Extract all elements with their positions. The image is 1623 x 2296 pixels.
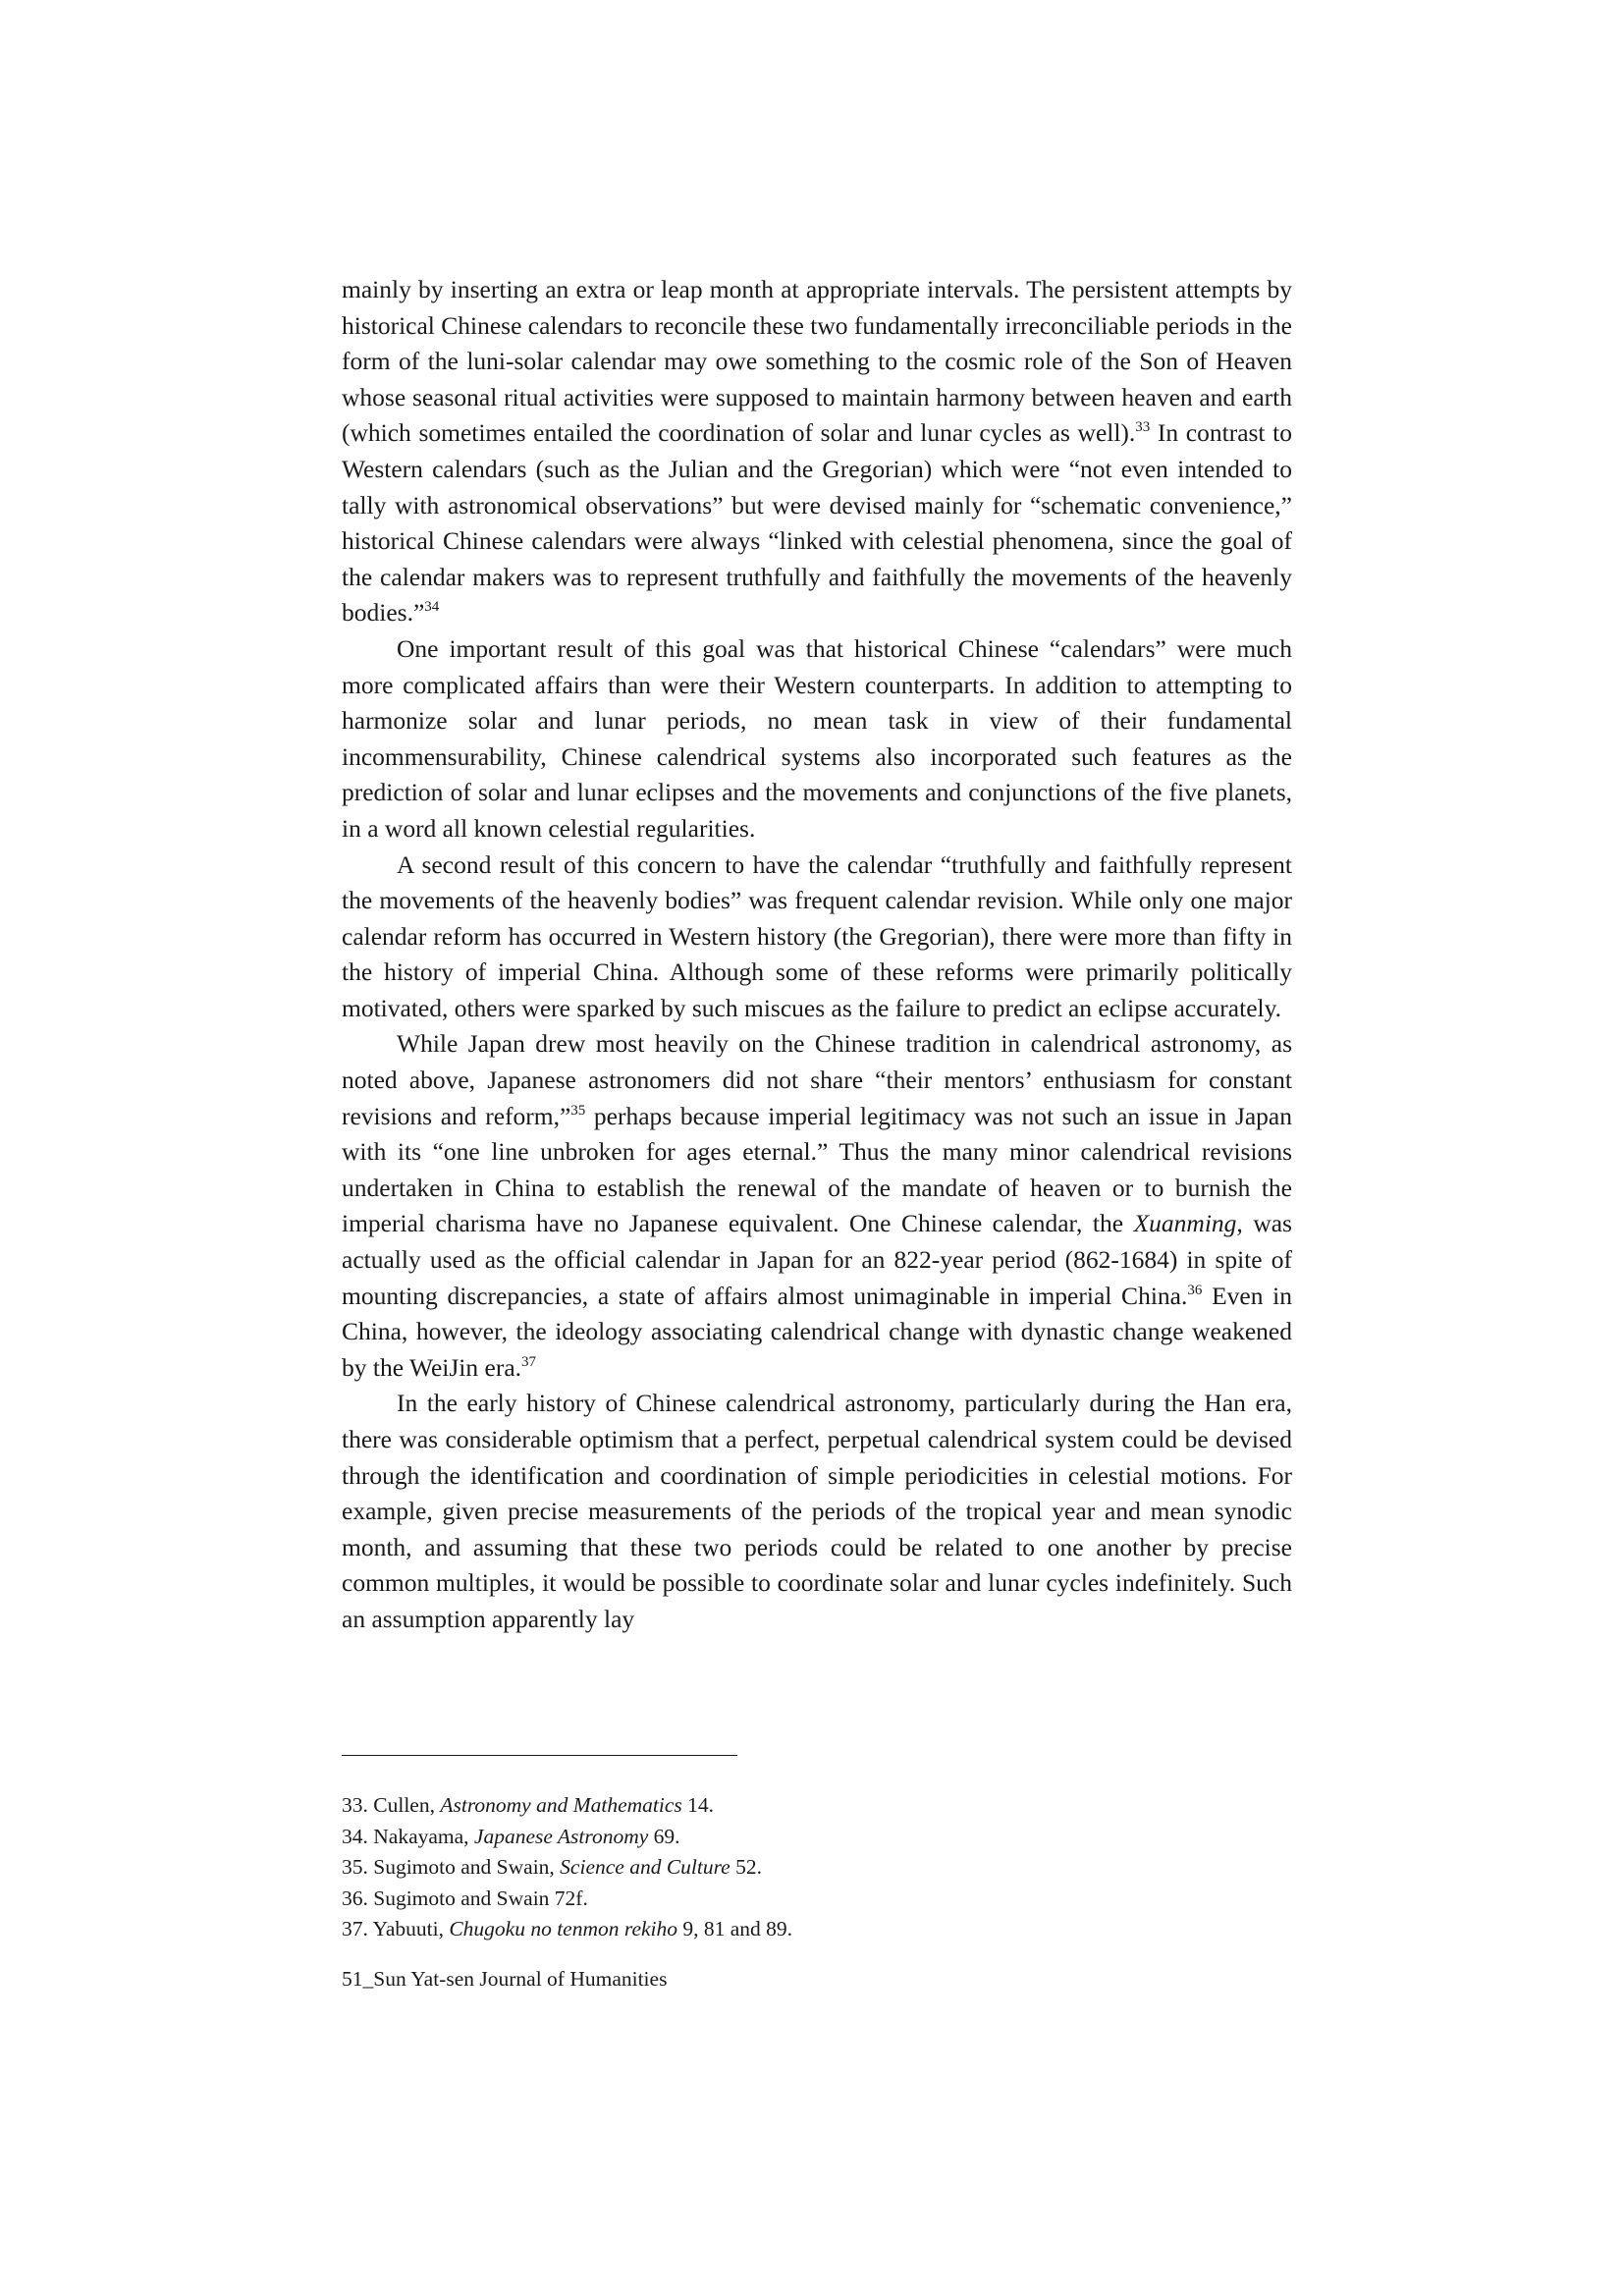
footnote-title: Astronomy and Mathematics	[440, 1793, 682, 1817]
text-run: A second result of this concern to have the calendar “truthfully and faithfully represent the movements of the heavenly bodies” was frequent calendar revision. While only one major calendar reform has occurred in Western history (the Gregorian), there were more than fifty in the history of imperial China. Although some of these reforms were primarily politically motivated, others were sparked by such miscues as the failure to predict an eclipse accurately.	[342, 849, 1292, 1022]
footnote-text: Sugimoto and Swain,	[367, 1855, 561, 1880]
footnote-text: 14.	[681, 1793, 715, 1817]
footnote	[342, 1790, 1292, 1822]
footnote-text: 52.	[730, 1855, 762, 1880]
paragraph	[342, 1386, 1292, 1637]
text-run: Even in China, however, the ideology associating calendrical change with dynastic change weakened by the WeiJin era.	[342, 1281, 1292, 1382]
footnote-divider	[342, 1755, 737, 1756]
paragraph	[342, 272, 1292, 631]
text-run: In the early history of Chinese calendrical astronomy, particularly during the Han era, there was considerable optimism that a perfect, perpetual calendrical system could be devised through the identification and coordination of simple periodicities in celestial motions. For example, given precise measurements of the periods of the tropical year and mean synodic month, and assuming that these two periods could be related to one another by precise common multiples, it would be possible to coordinate solar and lunar cycles indefinitely. Such an assumption apparently lay	[342, 1389, 1292, 1633]
text-run: In contrast to Western calendars (such as the Julian and the Gregorian) which were “not even intended to tally with astronomical observations” but were devised mainly for “schematic convenience,” historical Chinese calendars were always “linked with celestial phenomena, since the goal of the calendar makers was to represent truthfully and faithfully the movements of the heavenly bodies.”	[342, 418, 1292, 628]
footnote-ref: 34	[424, 599, 440, 616]
footnote-text: Cullen,	[367, 1793, 441, 1817]
text-run: While Japan drew most heavily on the Chinese tradition in calendrical astronomy, as noted above, Japanese astronomers did not share “their mentors’ enthusiasm for constant revisions and reform,”	[342, 1029, 1292, 1130]
footnote	[342, 1852, 1292, 1884]
footnote-text: 69.	[648, 1824, 680, 1848]
footnote-ref: 33	[1135, 419, 1151, 436]
footnote-title: Chugoku no tenmon rekiho	[449, 1917, 678, 1941]
paragraph	[342, 631, 1292, 847]
footnote-number: 34.	[342, 1824, 368, 1848]
footnote-number: 36.	[342, 1886, 368, 1910]
footnote-text: Yabuuti,	[367, 1917, 450, 1941]
text-run: mainly by inserting an extra or leap month at appropriate intervals. The persistent attempts by historical Chinese calendars to reconcile these two fundamentally irreconciliable periods in the form of the luni-solar calendar may owe something to the cosmic role of the Son of Heaven whose seasonal ritual activities were supposed to maintain harmony between heaven and earth (which sometimes entailed the coordination of solar and lunar cycles as well).	[342, 275, 1292, 448]
footnote-text: 9, 81 and 89.	[677, 1917, 793, 1941]
footnote-ref: 35	[570, 1102, 586, 1119]
main-text	[342, 272, 1292, 1638]
footnote	[342, 1914, 1292, 1945]
footnote-title: Japanese Astronomy	[473, 1824, 649, 1848]
footnote-title: Science and Culture	[560, 1855, 730, 1880]
footnote	[342, 1822, 1292, 1853]
text-run: One important result of this goal was that historical Chinese “calendars” were much more complicated affairs than were their Western counterparts. In addition to attempting to harmonize solar and lunar periods, no mean task in view of their fundamental incommensurability, Chinese calendrical systems also incorporated such features as the prediction of solar and lunar eclipses and the movements and conjunctions of the five planets, in a word all known celestial regularities.	[342, 633, 1292, 843]
body-text	[342, 272, 1292, 1638]
footnote-ref: 37	[521, 1353, 537, 1370]
running-footer: 51_Sun Yat-sen Journal of Humanities	[342, 1967, 668, 1991]
footnote-number: 33.	[342, 1793, 368, 1817]
footnote-number: 35.	[342, 1855, 368, 1880]
text-run: perhaps because imperial legitimacy was not such an issue in Japan with its “one line unbroken for ages eternal.” Thus the many minor calendrical revisions undertaken in China to establish the renewal of the mandate of heaven or to burnish the imperial charisma have no Japanese equivalent. One Chinese calendar, the	[342, 1101, 1292, 1238]
footnote-text: Sugimoto and Swain 72f.	[367, 1886, 588, 1910]
footnote-ref: 36	[1187, 1282, 1203, 1298]
footnotes	[342, 1790, 1292, 1945]
paragraph	[342, 847, 1292, 1027]
italic-title: Xuanming	[1133, 1209, 1237, 1238]
footnote-number: 37.	[342, 1917, 368, 1941]
text-run: , was actually used as the official calendar in Japan for an 822-year period (862-1684) in spite of mounting discrepancies, a state of affairs almost unimaginable in imperial China.	[342, 1209, 1292, 1310]
footnote-text: Nakayama,	[367, 1824, 474, 1848]
paragraph	[342, 1026, 1292, 1386]
footnote	[342, 1884, 1292, 1915]
